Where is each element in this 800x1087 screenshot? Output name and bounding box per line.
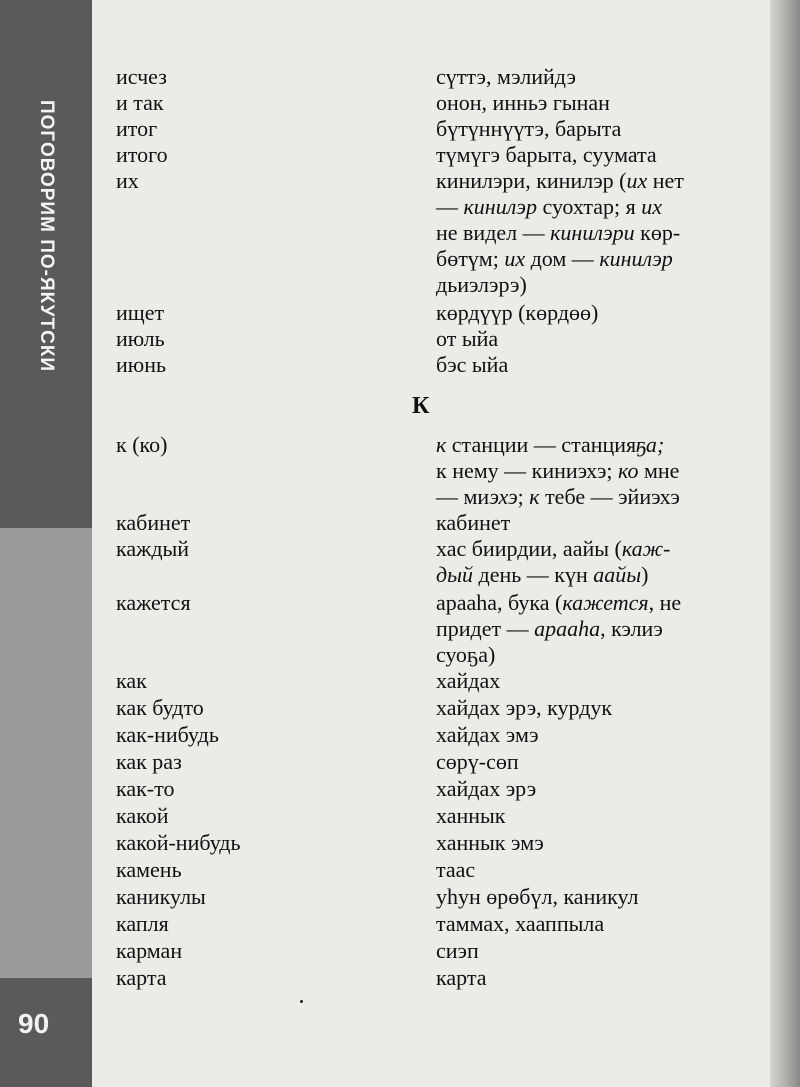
entry-russian: какой-нибудь	[116, 830, 241, 855]
entry-russian: и так	[116, 90, 164, 115]
entry-yakut: — миэхэ; к тебе — эйиэхэ	[436, 484, 680, 509]
entry-russian: карта	[116, 965, 167, 990]
entry-yakut: таас	[436, 857, 476, 882]
entry-yakut: хас биирдии, аайы (каж-	[436, 536, 671, 561]
entry-yakut: бүтүннүүтэ, барыта	[436, 116, 622, 141]
page-number: 90	[18, 1008, 50, 1039]
entry-russian: к (ко)	[116, 432, 168, 457]
entry-russian: июль	[116, 326, 165, 351]
entry-yakut: дый день — күн аайы)	[436, 562, 649, 587]
entry-yakut: к станции — станцияҕа;	[436, 432, 665, 457]
entry-yakut: онон, инньэ гынан	[436, 90, 610, 115]
entry-russian: итог	[116, 116, 158, 141]
entry-russian: как	[116, 668, 147, 693]
entry-russian: кабинет	[116, 510, 191, 535]
entry-yakut: кабинет	[436, 510, 511, 535]
entry-yakut: хайдах эмэ	[436, 722, 539, 747]
entry-russian: как раз	[116, 749, 182, 774]
entry-yakut: придет — арааһа, кэлиэ	[436, 616, 663, 641]
sidebar-title: ПОГОВОРИМ ПО-ЯКУТСКИ	[36, 100, 57, 373]
entry-russian: кажется	[116, 590, 191, 615]
entry-russian: каждый	[116, 536, 190, 561]
entry-yakut: сөрү-сөп	[436, 749, 519, 774]
entry-russian: их	[116, 168, 139, 193]
entry-yakut: к нему — киниэхэ; ко мне	[436, 458, 680, 483]
entry-russian: каникулы	[116, 884, 206, 909]
print-speck	[300, 1000, 303, 1003]
sidebar-band-light	[0, 528, 92, 978]
section-letter: К	[412, 393, 430, 419]
entry-russian: как-то	[116, 776, 175, 801]
entry-russian: как-нибудь	[116, 722, 219, 747]
entry-russian: капля	[116, 911, 169, 936]
entry-yakut: не видел — кинилэри көр-	[436, 220, 681, 245]
entry-russian: какой	[116, 803, 169, 828]
entry-yakut: сиэп	[436, 938, 479, 963]
entry-yakut: хайдах эрэ, курдук	[436, 695, 613, 720]
entry-russian: итого	[116, 142, 168, 167]
entry-yakut: бэс ыйа	[436, 352, 509, 377]
entry-yakut: хайдах	[436, 668, 501, 693]
entry-yakut: дьиэлэрэ)	[436, 272, 527, 297]
entry-yakut: карта	[436, 965, 487, 990]
entry-yakut: көрдүүр (көрдөө)	[436, 300, 599, 325]
entry-russian: июнь	[116, 352, 167, 377]
entry-yakut: ханнык эмэ	[436, 830, 544, 855]
entry-yakut: уһун өрөбүл, каникул	[436, 884, 639, 909]
entry-russian: исчез	[116, 64, 167, 89]
entry-yakut: арааһа, бука (кажется, не	[436, 590, 682, 615]
entry-yakut: хайдах эрэ	[436, 776, 537, 801]
entry-yakut: бөтүм; их дом — кинилэр	[436, 246, 673, 271]
entry-russian: как будто	[116, 695, 204, 720]
entry-yakut: суоҕа)	[436, 642, 496, 667]
entry-yakut: от ыйа	[436, 326, 499, 351]
entry-yakut: түмүгэ барыта, суумата	[436, 142, 657, 167]
entry-russian: ищет	[116, 300, 165, 325]
page-edge-shadow	[770, 0, 800, 1087]
entry-yakut: ханнык	[436, 803, 506, 828]
entry-russian: карман	[116, 938, 183, 963]
entry-yakut: — кинилэр суохтар; я их	[436, 194, 662, 219]
entry-yakut: сүттэ, мэлийдэ	[436, 64, 576, 89]
entry-russian: камень	[116, 857, 182, 882]
entry-yakut: таммах, хааппыла	[436, 911, 605, 936]
entry-yakut: кинилэри, кинилэр (их нет	[436, 168, 684, 193]
